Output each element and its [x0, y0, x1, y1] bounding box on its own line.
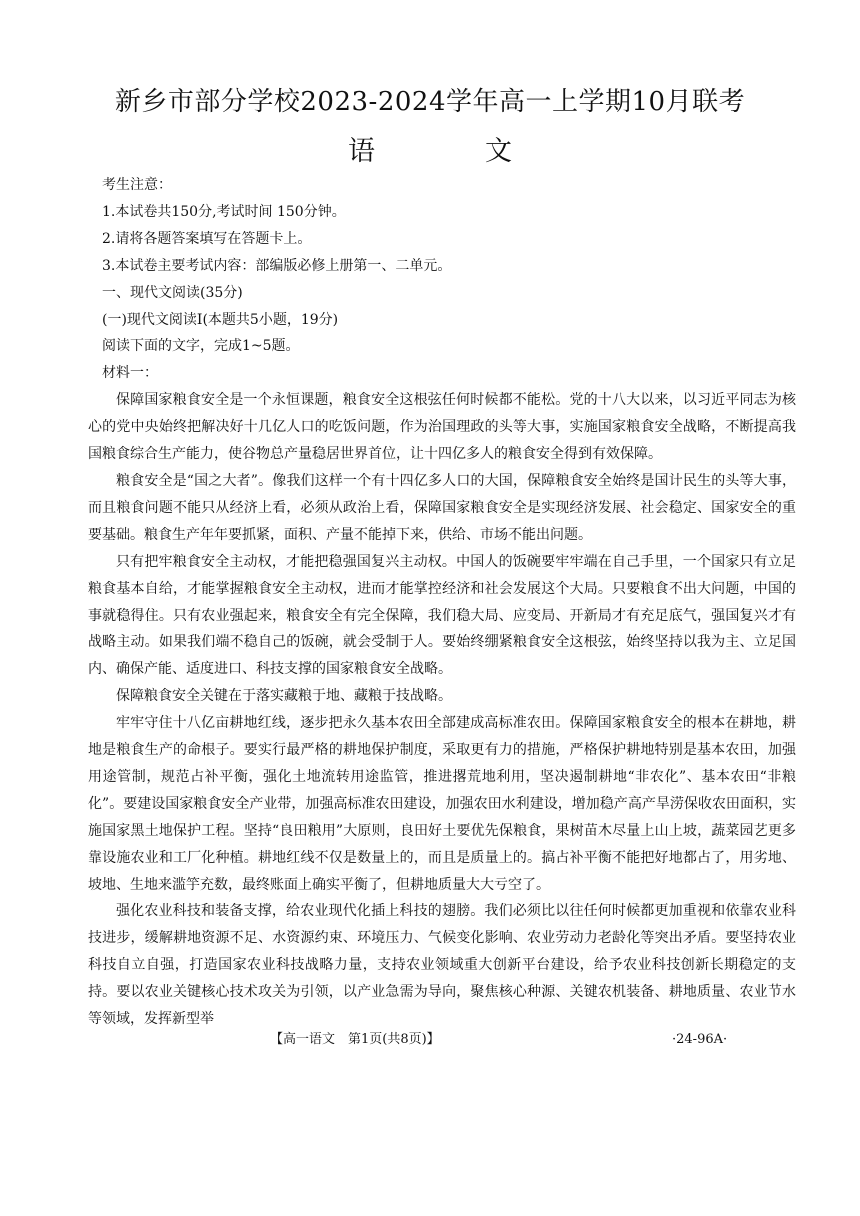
- subject-char-2: 文: [485, 136, 512, 167]
- material-label: 材料一：: [102, 365, 158, 382]
- body-paragraph: 只有把牢粮食安全主动权，才能把稳强国复兴主动权。中国人的饭碗要牢牢端在自己手里，一个国家只有立足粮食基本自给，才能掌握粮食安全主动权，进而才能掌控经济和社会发展这个大局。只要粮食不出大问题，中国的事就稳得住。只有农业强起来，粮食安全有完全保障，我们稳大局、应变局、开新局才有充足底气，强国复兴才有战略主动。如果我们端不稳自己的饭碗，就会受制于人。要始终绷紧粮食安全这根弦，始终坚持以我为主、立足国内、确保产能、适度进口、科技支撑的国家粮食安全战略。: [88, 553, 796, 678]
- subsection-heading: (一)现代文阅读Ⅰ(本题共5小题，19分): [102, 311, 339, 328]
- notice-item: 2.请将各题答案填写在答题卡上。: [102, 230, 312, 247]
- body-paragraph: 粮食安全是“国之大者”。像我们这样一个有十四亿多人口的大国，保障粮食安全始终是国计民生的头等大事，而且粮食问题不能只从经济上看，必须从政治上看，保障国家粮食安全是实现经济发展、社会稳定、国家安全的重要基础。粮食生产年年要抓紧，面积、产量不能掉下来，供给、市场不能出问题。: [88, 472, 796, 543]
- body-paragraph: 牢牢守住十八亿亩耕地红线，逐步把永久基本农田全部建成高标准农田。保障国家粮食安全的根本在耕地，耕地是粮食生产的命根子。要实行最严格的耕地保护制度，采取更有力的措施，严格保护耕地特别是基本农田，加强用途管制，规范占补平衡，强化土地流转用途监管，推进撂荒地利用，坚决遏制耕地“非农化”、基本农田“非粮化”。要建设国家粮食安全产业带，加强高标准农田建设，加强农田水利建设，增加稳产高产旱涝保收农田面积，实施国家黑土地保护工程。坚持“良田粮用”大原则，良田好土要优先保粮食，果树苗木尽量上山上坡，蔬菜园艺更多靠设施农业和工厂化种植。耕地红线不仅是数量上的，而且是质量上的。搞占补平衡不能把好地都占了，用劣地、坡地、生地来滥竽充数，最终账面上确实平衡了，但耕地质量大大亏空了。: [88, 715, 796, 893]
- notice-heading: 考生注意：: [102, 177, 172, 193]
- subject-heading: [0, 134, 860, 170]
- body-paragraph: 保障粮食安全关键在于落实藏粮于地、藏粮于技战略。: [116, 688, 452, 705]
- reading-instruction: 阅读下面的文字，完成1~5题。: [102, 338, 300, 355]
- page-number-label: 【高一语文 第1页(共8页)】: [270, 1032, 440, 1047]
- page-footer: [0, 1030, 860, 1050]
- subject-char-1: 语: [348, 136, 375, 167]
- body-paragraph: 强化农业科技和装备支撑，给农业现代化插上科技的翅膀。我们必须比以往任何时候都更加重视和依靠农业科技进步，缓解耕地资源不足、水资源约束、环境压力、气候变化影响、农业劳动力老龄化等突出矛盾。要坚持农业科技自立自强，打造国家农业科技战略力量，支持农业领域重大创新平台建设，给予农业科技创新长期稳定的支持。要以农业关键核心技术攻关为引领，以产业急需为导向，聚焦核心种源、关键农机装备、耕地质量、农业节水等领域，发挥新型举: [88, 903, 796, 1028]
- notice-item: 1.本试卷共150分,考试时间 150分钟。: [102, 203, 346, 220]
- notice-item: 3.本试卷主要考试内容：部编版必修上册第一、二单元。: [102, 257, 452, 274]
- exam-code: ·24-96A·: [672, 1032, 728, 1047]
- exam-title: 新乡市部分学校2023-2024学年高一上学期10月联考: [114, 87, 746, 117]
- exam-body: [88, 172, 796, 1033]
- body-paragraph: 保障国家粮食安全是一个永恒课题，粮食安全这根弦任何时候都不能松。党的十八大以来，以习近平同志为核心的党中央始终把解决好十几亿人口的吃饭问题，作为治国理政的头等大事，实施国家粮食安全战略，不断提高我国粮食综合生产能力，使谷物总产量稳居世界首位，让十四亿多人的粮食安全得到有效保障。: [88, 392, 796, 463]
- section-heading: 一、现代文阅读(35分): [102, 284, 243, 301]
